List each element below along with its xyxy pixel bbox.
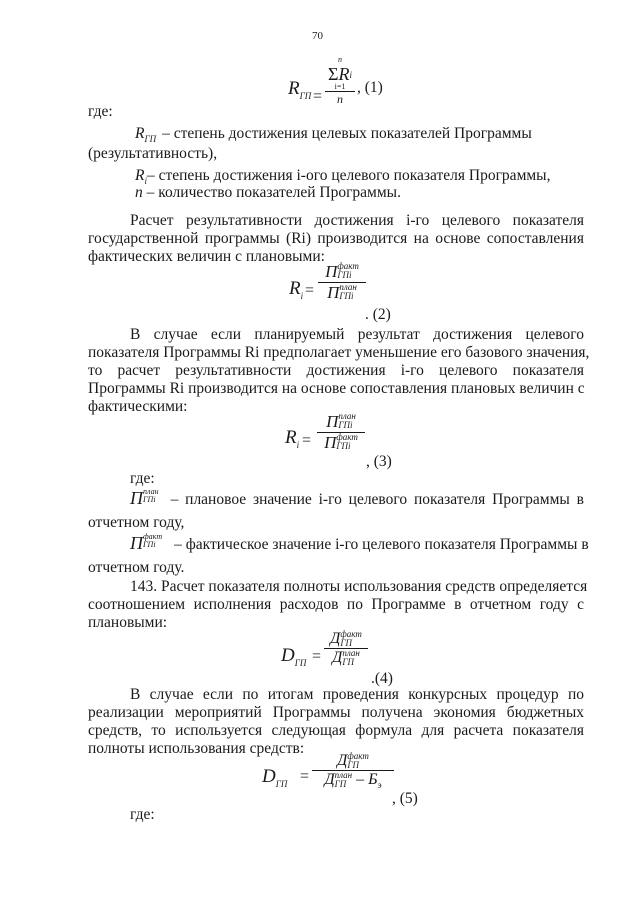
formula-lhs: $R_{ГП}$ [288, 78, 312, 101]
definition-fact-cont: отчетном году. [88, 559, 185, 576]
paragraph-2: В случае если планируемый результат достижения целевого показателя Программы Ri предполагает уменьшение его базового значения, то расчет результативности достижения i-го целевого показателя Программы Ri производится на основе сопоставления плановых величин с фактическими: [88, 326, 590, 415]
definition-rgp-cont: (результативность), [88, 145, 218, 162]
definition-plan-cont: отчетном году, [88, 514, 185, 531]
fraction: n Σ R i i=1 n [325, 56, 355, 107]
paragraph-3: 143. Расчет показателя полноты использования средств определяется соотношением исполнения расходов по Программе в отчетном году с плановыми: [88, 578, 588, 631]
definition-fact: П факт ГПi – фактическое значение i-го целевого показателя Программы в [130, 532, 589, 553]
definition-rgp: $R_{ГП}$ – степень достижения целевых показателей Программы [135, 125, 532, 145]
definition-ri: $R_i-$ степень достижения i-ого целевого показателя Программы, [135, 167, 551, 187]
where-label: где: [88, 103, 113, 120]
definition-plan: П план ГПi – плановое значение i-го целевого показателя Программы в [130, 487, 584, 508]
page-number: 70 [312, 30, 323, 42]
where-label: где: [130, 470, 155, 487]
where-label: где: [130, 806, 155, 823]
paragraph-1: Расчет результативности достижения i-го целевого показателя государственной программы (Ri) производится на основе сопоставления фактических величин с плановыми: [88, 212, 584, 265]
definition-n: n – количество показателей Программы. [135, 184, 401, 201]
paragraph-4: В случае если по итогам проведения конкурсных процедур по реализации мероприятий Программы получена экономия бюджетных средств, то используется следующая формула для расчета показателя полноты использования средств: [88, 686, 584, 757]
